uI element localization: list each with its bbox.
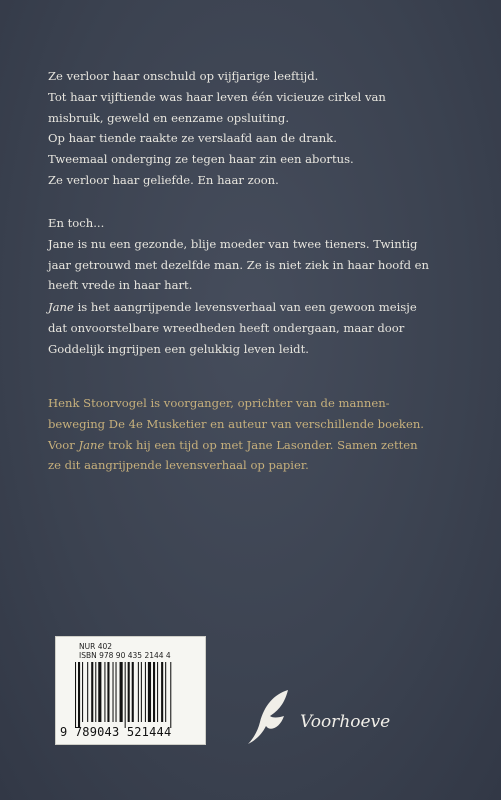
author-text: trok hij een tijd op met Jane Lasonder. Samen zetten bbox=[104, 437, 418, 452]
turn-paragraph bbox=[48, 213, 468, 296]
author-line: beweging De 4e Musketier en auteur van verschillende boeken. bbox=[48, 416, 424, 431]
intro-line: misbruik, geweld en eenzame opsluiting. bbox=[48, 110, 290, 125]
summary-text: is het aangrijpende levensverhaal van een gewoon meisje bbox=[73, 300, 417, 314]
barcode-bar bbox=[141, 662, 142, 722]
isbn-number: ISBN 978 90 435 2144 4 bbox=[79, 651, 171, 660]
author-text: Voor bbox=[48, 437, 79, 452]
intro-paragraph bbox=[48, 66, 468, 191]
barcode-bar bbox=[116, 662, 117, 722]
barcode-bar bbox=[75, 662, 76, 728]
summary-line bbox=[48, 297, 468, 318]
turn-line: jaar getrouwd met dezelfde man. Ze is niet ziek in haar hoofd en bbox=[48, 257, 430, 272]
summary-line: Goddelijk ingrijpen een gelukkig leven leidt. bbox=[48, 341, 309, 356]
summary-paragraph bbox=[48, 297, 468, 359]
turn-line: heeft vrede in haar hart. bbox=[48, 278, 193, 293]
barcode-bar bbox=[95, 662, 96, 722]
summary-line: dat onvoorstelbare wreedheden heeft ondergaan, maar door bbox=[48, 320, 405, 335]
nur-code: NUR 402 bbox=[79, 642, 113, 651]
barcode-bar bbox=[82, 662, 83, 722]
author-line: ze dit aangrijpende levensverhaal op papier. bbox=[48, 458, 309, 473]
barcode-bar bbox=[128, 662, 130, 722]
turn-line: Jane is nu een gezonde, blije moeder van twee tieners. Twintig bbox=[48, 236, 418, 251]
book-title: Jane bbox=[48, 300, 74, 314]
barcode-bar bbox=[113, 662, 114, 722]
barcode-bar bbox=[170, 662, 171, 728]
turn-line: En toch... bbox=[48, 216, 105, 230]
barcode-icon bbox=[73, 662, 197, 728]
intro-line: Tweemaal onderging ze tegen haar zin een abortus. bbox=[48, 152, 354, 167]
intro-line: Ze verloor haar geliefde. En haar zoon. bbox=[48, 172, 279, 187]
barcode-bar bbox=[125, 662, 126, 728]
author-line: Henk Stoorvogel is voorganger, oprichter van de mannen- bbox=[48, 396, 390, 410]
book-title: Jane bbox=[78, 437, 105, 452]
intro-line: Op haar tiende raakte ze verslaafd aan de drank. bbox=[48, 131, 337, 146]
intro-line: Tot haar vijftiende was haar leven één vicieuze cirkel van bbox=[48, 89, 386, 104]
barcode-label bbox=[55, 636, 206, 745]
barcode-bar bbox=[91, 662, 93, 722]
barcode-bar bbox=[98, 662, 101, 722]
barcode-bar bbox=[148, 662, 151, 722]
intro-line: Ze verloor haar onschuld op vijfjarige leeftijd. bbox=[48, 69, 319, 83]
barcode-bar bbox=[78, 662, 80, 728]
barcode-bar bbox=[138, 662, 139, 722]
barcode-bar bbox=[120, 662, 123, 722]
publisher-name: Voorhoeve bbox=[300, 712, 391, 732]
barcode-bar bbox=[157, 662, 158, 722]
barcode-bar bbox=[145, 662, 146, 722]
barcode-bar bbox=[104, 662, 105, 722]
barcode-bar bbox=[132, 662, 134, 722]
barcode-bar bbox=[165, 662, 166, 722]
author-line bbox=[48, 435, 468, 456]
barcode-bar bbox=[161, 662, 163, 722]
quill-feather-icon bbox=[244, 688, 300, 746]
author-paragraph bbox=[48, 393, 468, 476]
barcode-bar bbox=[153, 662, 155, 722]
barcode-bar bbox=[107, 662, 109, 722]
barcode-digits: 9 789043 521444 bbox=[60, 725, 172, 739]
barcode-bar bbox=[87, 662, 88, 722]
